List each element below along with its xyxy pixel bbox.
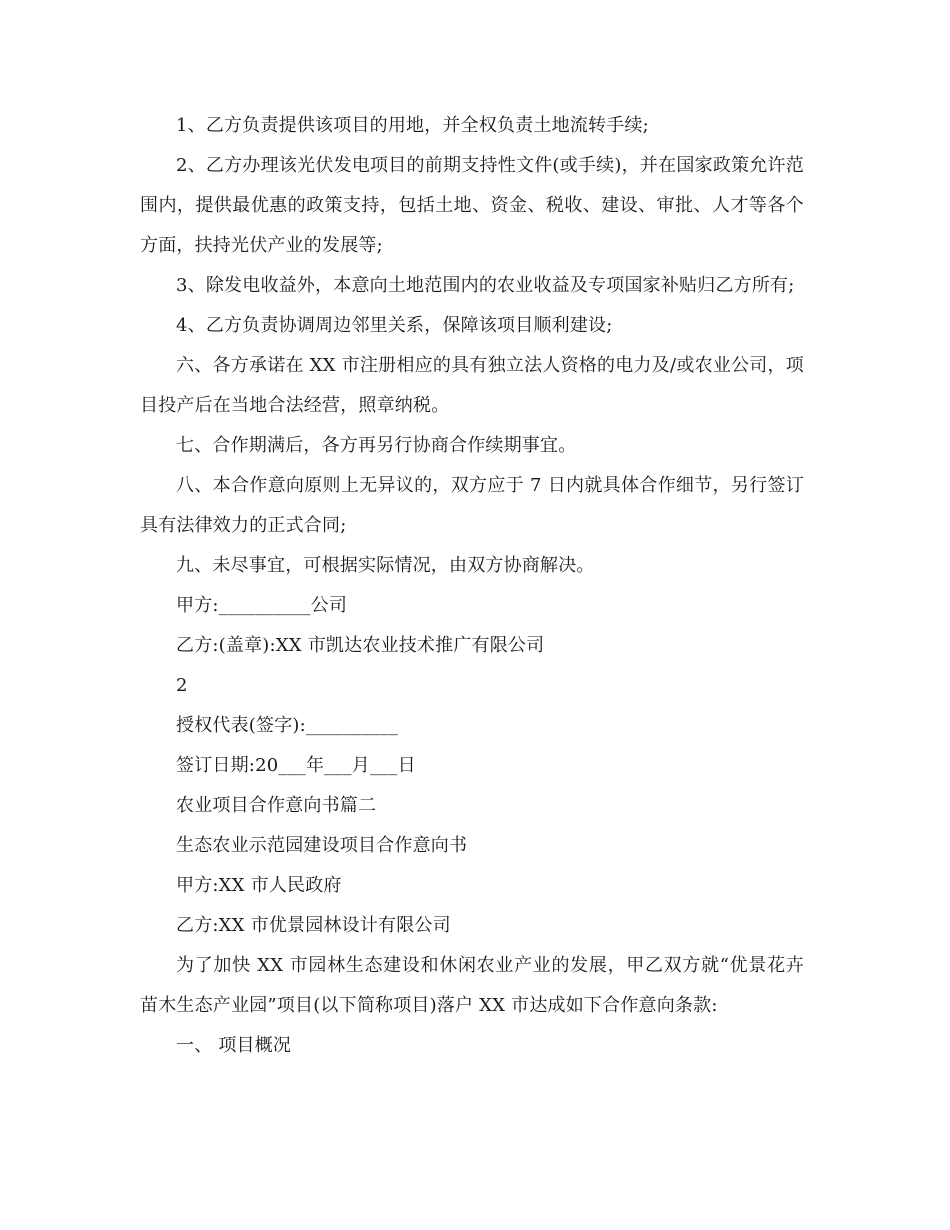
section-9-misc: 九、未尽事宜，可根据实际情况，由双方协商解决。: [176, 555, 595, 576]
section-7-renewal: 七、合作期满后，各方再另行协商合作续期事宜。: [176, 435, 577, 456]
document-title: 生态农业示范园建设项目合作意向书: [176, 835, 468, 856]
section-1-heading: 一、 项目概况: [176, 1035, 292, 1056]
section-heading-part-two: 农业项目合作意向书篇二: [176, 795, 377, 816]
signing-date: 签订日期:20___年___月___日: [176, 755, 416, 776]
section-8-contract: 八、本合作意向原则上无异议的，双方应于 7 日内就具体合作细节，另行签订具有法律效力的正式合同;: [140, 475, 804, 536]
authorized-representative: 授权代表(签字):__________: [176, 715, 398, 736]
party-a: 甲方:XX 市人民政府: [176, 875, 342, 896]
party-b-seal: 乙方:(盖章):XX 市凯达农业技术推广有限公司: [176, 635, 545, 656]
clause-4-neighbors: 4、乙方负责协调周边邻里关系，保障该项目顺利建设;: [176, 315, 613, 336]
document-body: [140, 106, 804, 1066]
clause-3-income: 3、除发电收益外，本意向土地范围内的农业收益及专项国家补贴归乙方所有;: [176, 275, 795, 296]
party-b: 乙方:XX 市优景园林设计有限公司: [176, 915, 451, 936]
party-a-signature: 甲方:__________公司: [176, 595, 348, 616]
intro-paragraph: 为了加快 XX 市园林生态建设和休闲农业产业的发展，甲乙双方就“优景花卉苗木生态产业园”项目(以下简称项目)落户 XX 市达成如下合作意向条款:: [140, 955, 804, 1016]
section-6-commitment: 六、各方承诺在 XX 市注册相应的具有独立法人资格的电力及/或农业公司，项目投产后在当地合法经营，照章纳税。: [140, 355, 804, 416]
clause-1-land: 1、乙方负责提供该项目的用地，并全权负责土地流转手续;: [176, 115, 649, 136]
clause-2-documents: 2、乙方办理该光伏发电项目的前期支持性文件(或手续)，并在国家政策允许范围内，提供最优惠的政策支持，包括土地、资金、税收、建设、审批、人才等各个方面，扶持光伏产业的发展等;: [140, 155, 804, 256]
page-number: 2: [176, 675, 188, 696]
